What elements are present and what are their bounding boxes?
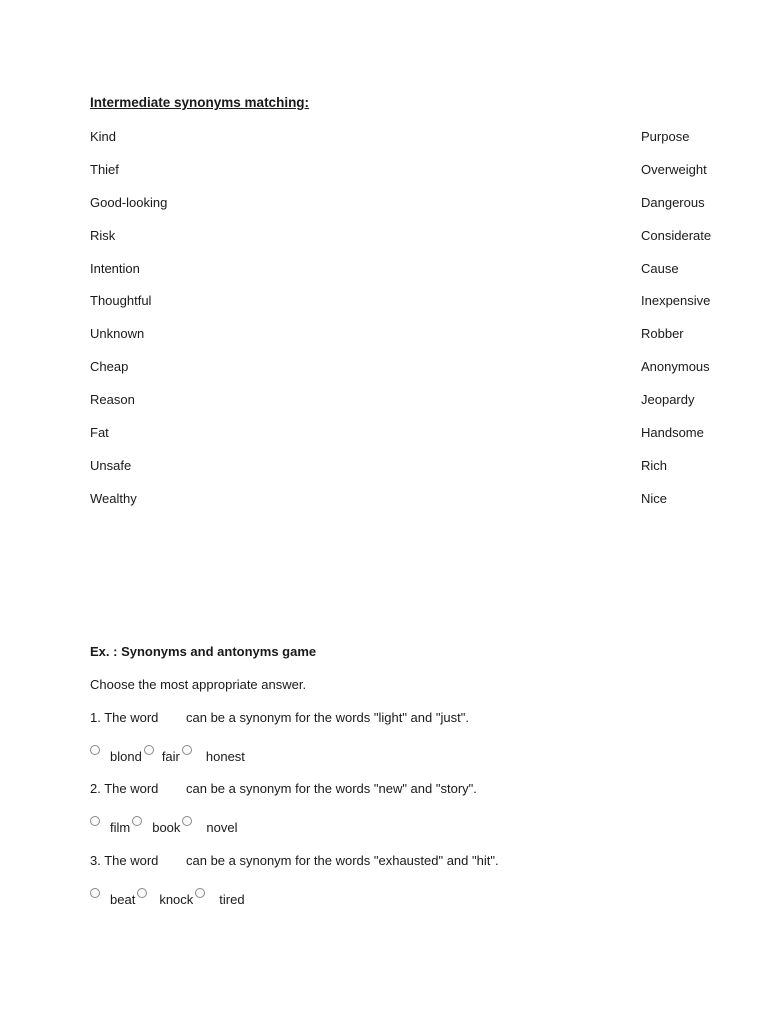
right-word: Inexpensive <box>641 293 711 309</box>
question-3 <box>90 853 499 868</box>
option-radio-tired[interactable] <box>193 892 244 907</box>
left-word: Risk <box>90 227 116 243</box>
exercise-title: Ex. : Synonyms and antonyms game <box>90 644 317 659</box>
radio-circle-icon[interactable] <box>182 745 192 755</box>
left-word: Unknown <box>90 326 145 342</box>
question-text: can be a synonym for the words "light" and "just". <box>186 710 469 725</box>
right-word-column <box>641 129 711 524</box>
option-radio-beat[interactable] <box>90 892 135 907</box>
right-word: Robber <box>641 326 684 342</box>
radio-circle-icon[interactable] <box>90 745 100 755</box>
option-radio-blond[interactable] <box>90 749 142 764</box>
right-word: Jeopardy <box>641 392 695 408</box>
left-word: Thoughtful <box>90 293 152 309</box>
option-label: blond <box>110 749 142 764</box>
radio-circle-icon[interactable] <box>182 816 192 826</box>
option-radio-novel[interactable] <box>180 820 237 835</box>
option-label: fair <box>161 749 180 764</box>
left-word: Thief <box>90 161 119 177</box>
left-word: Cheap <box>90 359 129 375</box>
right-word: Cause <box>641 260 679 276</box>
option-label: beat <box>110 892 136 907</box>
question-2-options <box>90 820 238 835</box>
right-word: Considerate <box>641 227 712 243</box>
right-word: Overweight <box>641 161 707 177</box>
option-radio-book[interactable] <box>130 820 180 835</box>
radio-circle-icon[interactable] <box>90 816 100 826</box>
exercise-instruction: Choose the most appropriate answer. <box>90 677 307 692</box>
question-text: can be a synonym for the words "exhausted" and "hit". <box>186 853 499 868</box>
option-label: book <box>152 820 181 835</box>
option-radio-knock[interactable] <box>135 892 193 907</box>
radio-circle-icon[interactable] <box>137 888 147 898</box>
right-word: Rich <box>641 457 668 473</box>
option-radio-honest[interactable] <box>180 749 245 764</box>
option-radio-film[interactable] <box>90 820 130 835</box>
right-word: Handsome <box>641 425 704 441</box>
option-label: honest <box>205 749 245 764</box>
left-word: Kind <box>90 129 117 144</box>
question-2 <box>90 781 477 796</box>
right-word: Nice <box>641 490 668 506</box>
worksheet-title: Intermediate synonyms matching: <box>90 95 310 110</box>
question-1-options <box>90 749 245 764</box>
option-label: tired <box>219 892 245 907</box>
right-word: Dangerous <box>641 194 705 210</box>
question-prefix: 3. The word <box>90 853 159 868</box>
radio-circle-icon[interactable] <box>144 745 154 755</box>
left-word: Wealthy <box>90 490 137 506</box>
question-1 <box>90 710 469 725</box>
left-word: Intention <box>90 260 140 276</box>
right-word: Purpose <box>641 129 690 144</box>
option-label: novel <box>206 820 238 835</box>
radio-circle-icon[interactable] <box>132 816 142 826</box>
question-3-options <box>90 892 245 907</box>
question-prefix: 1. The word <box>90 710 159 725</box>
right-word: Anonymous <box>641 359 710 375</box>
question-text: can be a synonym for the words "new" and "story". <box>186 781 477 796</box>
left-word: Fat <box>90 425 109 441</box>
left-word: Good-looking <box>90 194 168 210</box>
question-prefix: 2. The word <box>90 781 159 796</box>
radio-circle-icon[interactable] <box>195 888 205 898</box>
option-radio-fair[interactable] <box>142 749 180 764</box>
left-word: Reason <box>90 392 135 408</box>
radio-circle-icon[interactable] <box>90 888 100 898</box>
left-word: Unsafe <box>90 457 132 473</box>
option-label: film <box>110 820 131 835</box>
option-label: knock <box>159 892 194 907</box>
left-word-column <box>90 129 167 524</box>
